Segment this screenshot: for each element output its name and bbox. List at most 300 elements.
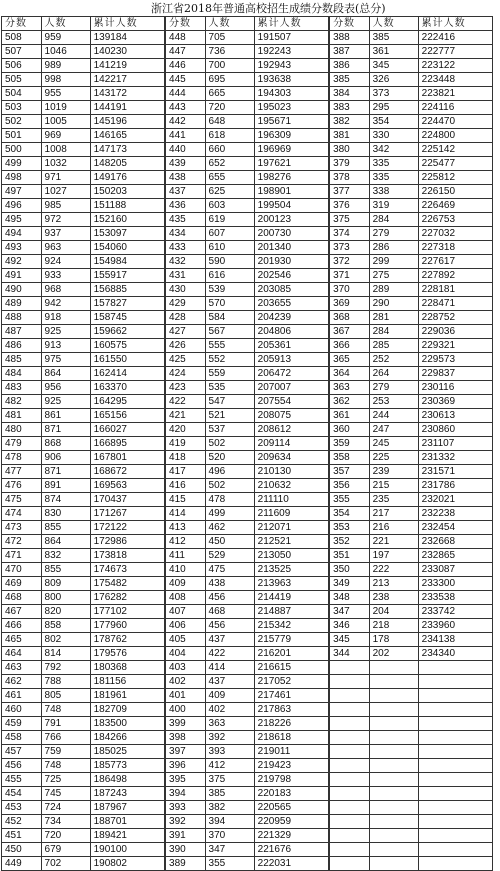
count-cell: 279: [369, 381, 418, 395]
cumulative-cell: 232668: [418, 535, 492, 549]
cumulative-cell: 204239: [254, 311, 328, 325]
cumulative-cell: 175482: [90, 577, 164, 591]
score-cell: 505: [2, 73, 42, 87]
cumulative-cell: 183500: [90, 717, 164, 731]
count-cell: 264: [369, 367, 418, 381]
table-row: [2, 451, 493, 465]
score-cell: 418: [166, 451, 206, 465]
cumulative-cell: 233087: [418, 563, 492, 577]
score-cell: 403: [166, 661, 206, 675]
score-cell: 391: [166, 829, 206, 843]
count-cell: 648: [205, 115, 254, 129]
score-cell: 416: [166, 479, 206, 493]
page-title: 浙江省2018年普通高校招生成绩分数段表(总分): [151, 2, 386, 15]
cumulative-cell: 223821: [418, 87, 492, 101]
table-row: [2, 353, 493, 367]
count-cell: 345: [369, 59, 418, 73]
cumulative-cell: 195023: [254, 101, 328, 115]
table-row: [2, 731, 493, 745]
count-cell: 539: [205, 283, 254, 297]
cumulative-cell: 154060: [90, 241, 164, 255]
cumulative-cell: 225142: [418, 143, 492, 157]
cumulative-cell: 234138: [418, 633, 492, 647]
score-cell: 414: [166, 507, 206, 521]
count-cell: 924: [41, 255, 90, 269]
score-cell: 400: [166, 703, 206, 717]
count-cell: 370: [205, 829, 254, 843]
score-cell: 345: [330, 633, 370, 647]
score-cell: [330, 773, 370, 787]
count-cell: 499: [205, 507, 254, 521]
cumulative-cell: 228752: [418, 311, 492, 325]
score-cell: 458: [2, 731, 42, 745]
score-cell: [330, 787, 370, 801]
score-cell: 374: [330, 227, 370, 241]
cumulative-cell: 150203: [90, 185, 164, 199]
count-cell: 724: [41, 801, 90, 815]
count-cell: 891: [41, 479, 90, 493]
table-row: [2, 591, 493, 605]
score-cell: 493: [2, 241, 42, 255]
cumulative-cell: 208075: [254, 409, 328, 423]
table-row: [2, 367, 493, 381]
cumulative-cell: 231571: [418, 465, 492, 479]
count-cell: 619: [205, 213, 254, 227]
cumulative-cell: 217863: [254, 703, 328, 717]
count-cell: 748: [41, 703, 90, 717]
cumulative-cell: 233960: [418, 619, 492, 633]
cumulative-cell: 206472: [254, 367, 328, 381]
count-cell: 570: [205, 297, 254, 311]
count-cell: [369, 731, 418, 745]
count-cell: 279: [369, 227, 418, 241]
table-row: [2, 829, 493, 843]
score-cell: 404: [166, 647, 206, 661]
cumulative-cell: 179576: [90, 647, 164, 661]
cumulative-cell: 144191: [90, 101, 164, 115]
cumulative-cell: 198276: [254, 171, 328, 185]
table-row: [2, 717, 493, 731]
cumulative-cell: 222777: [418, 45, 492, 59]
table-row: [2, 381, 493, 395]
count-cell: 402: [205, 703, 254, 717]
table-row: [2, 857, 493, 871]
cumulative-cell: 226150: [418, 185, 492, 199]
count-cell: 665: [205, 87, 254, 101]
score-cell: 446: [166, 59, 206, 73]
count-cell: 253: [369, 395, 418, 409]
score-cell: 428: [166, 311, 206, 325]
cumulative-cell: 227892: [418, 269, 492, 283]
score-cell: 440: [166, 143, 206, 157]
cumulative-cell: 160575: [90, 339, 164, 353]
cumulative-cell: 233742: [418, 605, 492, 619]
cumulative-cell: 225812: [418, 171, 492, 185]
score-cell: 385: [330, 73, 370, 87]
score-cell: 466: [2, 619, 42, 633]
count-cell: 438: [205, 577, 254, 591]
score-cell: [330, 731, 370, 745]
count-cell: 218: [369, 619, 418, 633]
score-cell: 351: [330, 549, 370, 563]
score-cell: 398: [166, 731, 206, 745]
count-cell: 1027: [41, 185, 90, 199]
cumulative-cell: 147173: [90, 143, 164, 157]
count-cell: 759: [41, 745, 90, 759]
score-cell: [330, 661, 370, 675]
table-row: [2, 395, 493, 409]
count-cell: 347: [205, 843, 254, 857]
table-row: [2, 521, 493, 535]
score-cell: 473: [2, 521, 42, 535]
count-cell: 450: [205, 535, 254, 549]
count-cell: 178: [369, 633, 418, 647]
count-cell: 414: [205, 661, 254, 675]
count-cell: 363: [205, 717, 254, 731]
count-cell: 918: [41, 311, 90, 325]
score-cell: 445: [166, 73, 206, 87]
count-cell: 858: [41, 619, 90, 633]
count-cell: 496: [205, 465, 254, 479]
cumulative-cell: 234340: [418, 647, 492, 661]
count-cell: 252: [369, 353, 418, 367]
cumulative-cell: 145196: [90, 115, 164, 129]
count-cell: 745: [41, 787, 90, 801]
count-cell: 1005: [41, 115, 90, 129]
score-cell: 354: [330, 507, 370, 521]
count-cell: [369, 745, 418, 759]
count-cell: 529: [205, 549, 254, 563]
score-cell: 353: [330, 521, 370, 535]
cumulative-cell: 177960: [90, 619, 164, 633]
count-cell: 720: [205, 101, 254, 115]
cumulative-cell: 177102: [90, 605, 164, 619]
count-cell: 247: [369, 423, 418, 437]
score-cell: 415: [166, 493, 206, 507]
score-cell: 462: [2, 675, 42, 689]
count-cell: 618: [205, 129, 254, 143]
score-cell: 360: [330, 423, 370, 437]
cumulative-cell: 161550: [90, 353, 164, 367]
cumulative-cell: 207554: [254, 395, 328, 409]
count-cell: 437: [205, 675, 254, 689]
score-cell: 461: [2, 689, 42, 703]
count-cell: 607: [205, 227, 254, 241]
table-row: [2, 143, 493, 157]
cumulative-cell: 191507: [254, 31, 328, 45]
count-cell: [369, 857, 418, 871]
count-cell: 820: [41, 605, 90, 619]
cumulative-cell: 221676: [254, 843, 328, 857]
score-cell: [330, 717, 370, 731]
score-cell: 481: [2, 409, 42, 423]
count-cell: [369, 661, 418, 675]
count-cell: 955: [41, 87, 90, 101]
cumulative-cell: 230369: [418, 395, 492, 409]
table-row: [2, 241, 493, 255]
score-cell: 424: [166, 367, 206, 381]
cumulative-cell: 211110: [254, 493, 328, 507]
count-cell: 800: [41, 591, 90, 605]
count-cell: 382: [205, 801, 254, 815]
score-cell: 429: [166, 297, 206, 311]
count-cell: 971: [41, 171, 90, 185]
table-row: [2, 759, 493, 773]
count-cell: 215: [369, 479, 418, 493]
table-row: [2, 185, 493, 199]
score-cell: 413: [166, 521, 206, 535]
table-row: [2, 619, 493, 633]
score-cell: 425: [166, 353, 206, 367]
score-cell: [330, 745, 370, 759]
score-cell: 426: [166, 339, 206, 353]
count-cell: 802: [41, 633, 90, 647]
cumulative-cell: 198901: [254, 185, 328, 199]
header-cell: 人数: [369, 17, 418, 31]
cumulative-cell: 142217: [90, 73, 164, 87]
cumulative-cell: 200123: [254, 213, 328, 227]
cumulative-cell: 217052: [254, 675, 328, 689]
cumulative-cell: 203655: [254, 297, 328, 311]
cumulative-cell: 223448: [418, 73, 492, 87]
score-cell: 451: [2, 829, 42, 843]
cumulative-cell: 226753: [418, 213, 492, 227]
cumulative-cell: 232865: [418, 549, 492, 563]
cumulative-cell: 220959: [254, 815, 328, 829]
count-cell: 736: [205, 45, 254, 59]
score-cell: 373: [330, 241, 370, 255]
cumulative-cell: 188701: [90, 815, 164, 829]
count-cell: 197: [369, 549, 418, 563]
cumulative-cell: 170437: [90, 493, 164, 507]
score-cell: 406: [166, 619, 206, 633]
count-cell: 222: [369, 563, 418, 577]
score-cell: 397: [166, 745, 206, 759]
count-cell: 555: [205, 339, 254, 353]
cumulative-cell: 218618: [254, 731, 328, 745]
cumulative-cell: 228471: [418, 297, 492, 311]
cumulative-cell: 233538: [418, 591, 492, 605]
count-cell: 864: [41, 535, 90, 549]
count-cell: 330: [369, 129, 418, 143]
table-row: [2, 815, 493, 829]
count-cell: 1019: [41, 101, 90, 115]
count-cell: [369, 787, 418, 801]
header-cell: 累计人数: [254, 17, 328, 31]
score-cell: 490: [2, 283, 42, 297]
count-cell: 702: [41, 857, 90, 871]
count-cell: 616: [205, 269, 254, 283]
cumulative-cell: 176282: [90, 591, 164, 605]
score-cell: 491: [2, 269, 42, 283]
count-cell: 969: [41, 129, 90, 143]
score-cell: 367: [330, 325, 370, 339]
cumulative-cell: 233300: [418, 577, 492, 591]
table-row: [2, 787, 493, 801]
table-row: [2, 675, 493, 689]
score-cell: 376: [330, 199, 370, 213]
header-cell: 累计人数: [418, 17, 492, 31]
header-cell: 人数: [41, 17, 90, 31]
count-cell: 814: [41, 647, 90, 661]
score-cell: 412: [166, 535, 206, 549]
count-cell: 660: [205, 143, 254, 157]
count-cell: 245: [369, 437, 418, 451]
score-cell: 442: [166, 115, 206, 129]
cumulative-cell: 218226: [254, 717, 328, 731]
score-cell: 365: [330, 353, 370, 367]
score-cell: 479: [2, 437, 42, 451]
score-cell: 364: [330, 367, 370, 381]
cumulative-cell: [418, 675, 492, 689]
cumulative-cell: 193638: [254, 73, 328, 87]
cumulative-cell: 213963: [254, 577, 328, 591]
score-cell: 488: [2, 311, 42, 325]
cumulative-cell: [418, 843, 492, 857]
count-cell: 521: [205, 409, 254, 423]
score-cell: 346: [330, 619, 370, 633]
score-cell: 402: [166, 675, 206, 689]
cumulative-cell: 187967: [90, 801, 164, 815]
score-cell: 352: [330, 535, 370, 549]
cumulative-cell: 166895: [90, 437, 164, 451]
score-cell: 422: [166, 395, 206, 409]
count-cell: 225: [369, 451, 418, 465]
score-cell: 478: [2, 451, 42, 465]
score-cell: [330, 703, 370, 717]
cumulative-cell: 209634: [254, 451, 328, 465]
table-row: [2, 479, 493, 493]
cumulative-cell: [418, 703, 492, 717]
count-cell: 625: [205, 185, 254, 199]
count-cell: 217: [369, 507, 418, 521]
count-cell: 319: [369, 199, 418, 213]
score-cell: 453: [2, 801, 42, 815]
count-cell: 874: [41, 493, 90, 507]
table-row: [2, 801, 493, 815]
table-row: [2, 507, 493, 521]
score-cell: 436: [166, 199, 206, 213]
header-cell: 分数: [330, 17, 370, 31]
cumulative-cell: 230116: [418, 381, 492, 395]
score-cell: 420: [166, 423, 206, 437]
count-cell: 375: [205, 773, 254, 787]
score-cell: 495: [2, 213, 42, 227]
count-cell: 975: [41, 353, 90, 367]
score-cell: [330, 801, 370, 815]
score-cell: 355: [330, 493, 370, 507]
count-cell: 985: [41, 199, 90, 213]
cumulative-cell: [418, 815, 492, 829]
table-row: [2, 493, 493, 507]
cumulative-cell: 167801: [90, 451, 164, 465]
cumulative-cell: 148205: [90, 157, 164, 171]
cumulative-cell: 227318: [418, 241, 492, 255]
cumulative-cell: 153097: [90, 227, 164, 241]
score-cell: 482: [2, 395, 42, 409]
score-cell: 484: [2, 367, 42, 381]
score-cell: 439: [166, 157, 206, 171]
count-cell: 925: [41, 325, 90, 339]
table-row: [2, 31, 493, 45]
table-row: [2, 311, 493, 325]
cumulative-cell: 219011: [254, 745, 328, 759]
cumulative-cell: [418, 745, 492, 759]
score-cell: 430: [166, 283, 206, 297]
cumulative-cell: 194303: [254, 87, 328, 101]
count-cell: 299: [369, 255, 418, 269]
table-row: [2, 129, 493, 143]
count-cell: 202: [369, 647, 418, 661]
cumulative-cell: 185025: [90, 745, 164, 759]
cumulative-cell: [418, 661, 492, 675]
score-cell: 487: [2, 325, 42, 339]
score-cell: 379: [330, 157, 370, 171]
count-cell: 520: [205, 451, 254, 465]
cumulative-cell: 213525: [254, 563, 328, 577]
score-cell: 447: [166, 45, 206, 59]
score-cell: 356: [330, 479, 370, 493]
count-cell: 695: [205, 73, 254, 87]
score-cell: 423: [166, 381, 206, 395]
count-cell: 913: [41, 339, 90, 353]
score-cell: 500: [2, 143, 42, 157]
cumulative-cell: [418, 731, 492, 745]
cumulative-cell: 195671: [254, 115, 328, 129]
score-cell: 410: [166, 563, 206, 577]
score-cell: 460: [2, 703, 42, 717]
score-cell: 504: [2, 87, 42, 101]
score-cell: 347: [330, 605, 370, 619]
score-cell: 381: [330, 129, 370, 143]
cumulative-cell: 158745: [90, 311, 164, 325]
count-cell: 290: [369, 297, 418, 311]
cumulative-cell: 196309: [254, 129, 328, 143]
score-cell: 370: [330, 283, 370, 297]
table-row: [2, 633, 493, 647]
count-cell: 335: [369, 157, 418, 171]
count-cell: 535: [205, 381, 254, 395]
score-cell: 421: [166, 409, 206, 423]
cumulative-cell: 232454: [418, 521, 492, 535]
score-cell: 419: [166, 437, 206, 451]
cumulative-cell: 201930: [254, 255, 328, 269]
cumulative-cell: 230613: [418, 409, 492, 423]
cumulative-cell: [418, 717, 492, 731]
count-cell: 354: [369, 115, 418, 129]
score-cell: 507: [2, 45, 42, 59]
count-cell: [369, 689, 418, 703]
cumulative-cell: 182709: [90, 703, 164, 717]
count-cell: 603: [205, 199, 254, 213]
score-cell: 435: [166, 213, 206, 227]
table-row: [2, 171, 493, 185]
cumulative-cell: 146165: [90, 129, 164, 143]
score-cell: 485: [2, 353, 42, 367]
score-cell: 450: [2, 843, 42, 857]
table-row: [2, 87, 493, 101]
cumulative-cell: 187243: [90, 787, 164, 801]
score-cell: 383: [330, 101, 370, 115]
score-cell: 441: [166, 129, 206, 143]
cumulative-cell: 172986: [90, 535, 164, 549]
cumulative-cell: 185773: [90, 759, 164, 773]
score-cell: 476: [2, 479, 42, 493]
score-cell: 443: [166, 101, 206, 115]
count-cell: 792: [41, 661, 90, 675]
score-cell: 437: [166, 185, 206, 199]
score-cell: 465: [2, 633, 42, 647]
